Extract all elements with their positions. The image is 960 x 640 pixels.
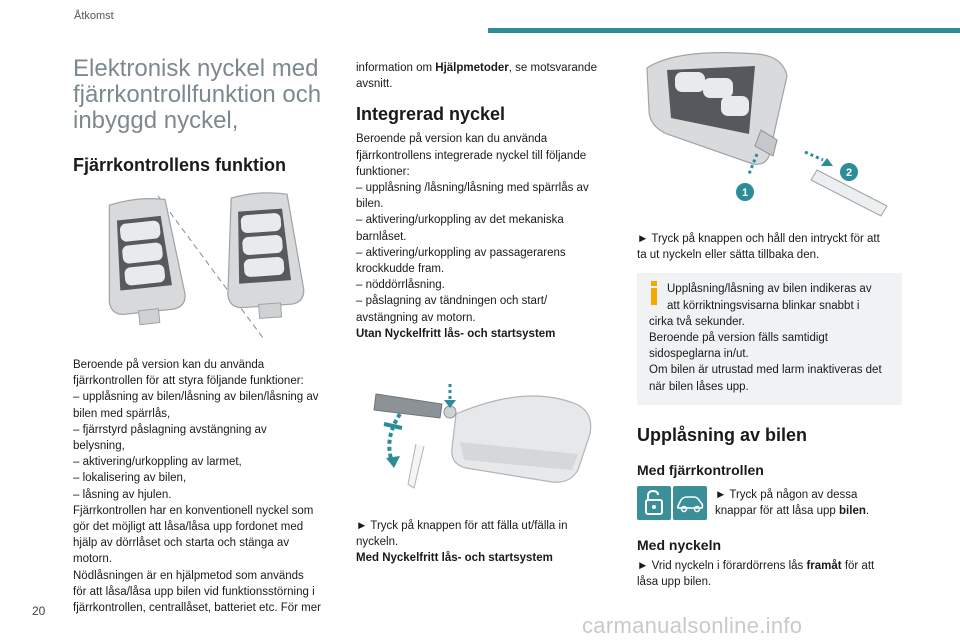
- subheading-key: Med nyckeln: [637, 536, 722, 553]
- remote-function-text: Beroende på version kan du använda fjärrkontrollen för att styra följande funktioner: – upplåsning av bilen/låsning av bilen/låsning av bilen med spärrlås, – fjärrstyrd påslagning avstängning av belysning, – aktivering/urkoppling av larmet, – lokalisering av bilen, – låsning av hjulen. Fjärrkontrollen har en konventionell nyckel som gör det möjligt att låsa/låsa upp fordonet med hjälp av dörrlåset och starta och stänga av motorn. Nödlåsningen är en hjälpmetod som används för att låsa/låsa upp bilen vid funktionsstörning i fjärrkontrollen, centrallåset, batteriet etc. För mer: [73, 359, 321, 615]
- section-title: Åtkomst: [74, 10, 114, 22]
- remove-key-instruction: ► Tryck på knappen och håll den intryckt för att ta ut nyckeln eller sätta tillbaka den.: [637, 233, 880, 262]
- key-fob-illustration: [73, 188, 343, 348]
- car-icon: [673, 486, 707, 520]
- figure-label-1: 1: [741, 187, 749, 199]
- info-text: Upplåsning/låsning av bilen indikeras av att körriktningsvisarna blinkar snabbt i cirka två sekunder. Beroende på version fälls samtidigt sidospeglarna in/ut. Om bilen är utrustad med larm inaktiveras det när bilen låses upp.: [649, 283, 882, 393]
- remote-unlock-row: [637, 486, 902, 522]
- heading-integrated-key: Integrerad nyckel: [356, 104, 506, 125]
- column-1: [73, 56, 343, 616]
- page-number: 20: [32, 604, 46, 618]
- unlock-icon: [637, 486, 671, 520]
- subheading-remote: Med fjärrkontrollen: [637, 461, 764, 478]
- column-3: [637, 46, 902, 590]
- key-blade-removal-illustration: [637, 46, 902, 221]
- key-unlock-text: ► Vrid nyckeln i förardörrens lås framåt för att låsa upp bilen.: [637, 559, 875, 589]
- column-2: [356, 60, 628, 567]
- subtitle-remote-function: Fjärrkontrollens funktion: [73, 155, 287, 175]
- integrated-key-text: Beroende på version kan du använda fjärrkontrollens integrerade nyckel till följande funktioner: – upplåsning /låsning/låsning med spärrlås av bilen. – aktivering/urkoppling av det mekaniska barnlåset. – aktivering/urkoppling av passagerarens krockkudde fram. – nöddörrlåsning. – påslagning av tändningen och start/ avstängning av motorn. Utan Nyckelfritt lås- och startsystem: [356, 133, 589, 340]
- folding-key-illustration: [356, 364, 628, 504]
- watermark: carmanualsonline.info: [582, 613, 803, 638]
- page-title: Elektronisk nyckel med fjärrkontrollfunktion och inbyggd nyckel,: [73, 55, 322, 134]
- heading-unlocking: Upplåsning av bilen: [637, 424, 808, 445]
- info-box: [637, 273, 902, 404]
- header-accent-bar: [488, 28, 960, 33]
- figure-label-2: 2: [845, 167, 853, 179]
- remote-unlock-text: ► Tryck på någon av dessa knappar för att låsa upp bilen.: [715, 488, 870, 518]
- info-icon: [649, 281, 659, 305]
- intro-text: information om Hjälpmetoder, se motsvarande avsnitt.: [356, 62, 597, 91]
- fold-instruction: ► Tryck på knappen för att fälla ut/fälla in nyckeln. Med Nyckelfritt lås- och startsystem: [356, 520, 568, 565]
